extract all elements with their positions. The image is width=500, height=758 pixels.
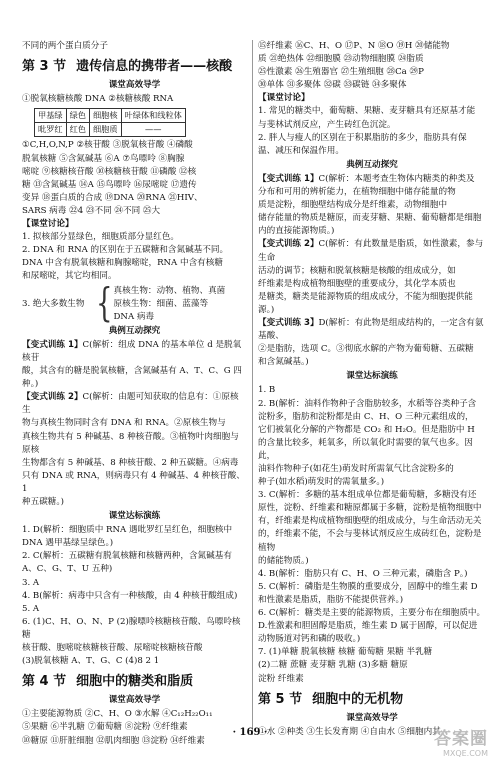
answer-line: ㉕性激素 ㉖生殖器官 ㉗生殖细胞 ㉘Ca ㉙P <box>258 67 424 78</box>
section-3-number: 第 3 节 <box>22 59 67 75</box>
exercise-line: 真核生物共有 5 种碱基、8 种核苷酸。③植物叶肉细胞与原核 <box>22 431 239 455</box>
answer-line: (2)二糖 蔗糖 麦芽糖 乳糖 (3)多糖 糖原 <box>258 660 408 671</box>
section-5-name: 细胞中的无机物 <box>312 691 404 707</box>
exercise-line: 纤维素是构成植物细胞壁的重要成分，其化学本质也 <box>258 278 456 289</box>
answer-line: 3. C(解析：多糖的基本组成单位都是葡萄糖，多糖没有还 <box>258 490 477 501</box>
section-3-name: 遗传信息的携带者——核酸 <box>76 59 233 75</box>
exercise-label: 【变式训练 1】 <box>22 339 83 350</box>
column-divider <box>252 40 253 735</box>
exercise-label: 【变式训练 2】 <box>22 392 83 403</box>
table-cell: —— <box>121 123 185 137</box>
answer-line: 淀粉多，脂肪和淀粉都是由 C、H、O 三种元素组成的， <box>258 411 474 422</box>
answer-line: 6. C(解析：糖类是主要的能源物质，主要分布在细胞质中。 <box>258 608 486 619</box>
answer-line: (3)脱氧核糖 A、T、G、C (4)8 2 1 <box>22 656 160 667</box>
answer-line: 有，纤维素是构成植物细胞壁的组成成分，与生命活动无关 <box>258 516 482 527</box>
answer-line: 动物肠道对钙和磷的吸收。) <box>258 634 361 645</box>
answer-line: 的含量比较多，耗氧多，所以氧化时需要的氧气也多。因此， <box>258 437 473 461</box>
exercise-line: 物与真核生物同时含有 DNA 和 RNA。②原核生物与 <box>22 418 226 429</box>
section-4-name: 细胞中的糖类和脂质 <box>76 674 194 690</box>
answer-line: ①主要能源物质 ②C、H、O ③水解 ④C₁₂H₂₂O₁₁ <box>22 709 213 720</box>
answer-line: ①脱氧核糖核酸 DNA ②核糖核酸 RNA <box>22 94 174 105</box>
answer-line: A、C、G、T、U 五种) <box>22 564 113 575</box>
answer-line: 3. A <box>22 577 40 588</box>
tree-branch: 原核生物：细菌、蓝藻等 <box>113 298 209 309</box>
answer-line: 6. (1)C、H、O、N、P (2)腺嘌呤核糖核苷酸、鸟嘌呤核糖 <box>22 616 241 640</box>
exercise-line <box>258 238 486 264</box>
answer-line: DNA 中含有脱氧核糖和胸腺嘧啶，RNA 中含有核糖 <box>22 258 223 269</box>
exercise-line: 和含氮碱基。) <box>258 357 309 368</box>
exercise-line: 种五碳糖。) <box>22 497 65 507</box>
discussion-heading: 【课堂讨论】 <box>258 93 310 104</box>
answer-line: 2. C(解析：五碳糖有脱氧核糖和核糖两种，含氮碱基有 <box>22 551 232 562</box>
exercise-line <box>258 173 486 186</box>
answer-line: 1. B <box>258 385 276 396</box>
answer-line: 质 ㉑绝热体 ㉒细胞膜 ㉓动物细胞膜 ㉔脂质 <box>258 54 424 65</box>
left-column <box>22 40 247 748</box>
right-column <box>258 40 486 739</box>
answer-line: 5. C(解析：磷脂是生物膜的重要成分，固醇中的维生素 D <box>258 581 478 592</box>
answer-line: ⑤果糖 ⑥半乳糖 ⑦葡萄糖 ⑧淀粉 ⑨纤维素 <box>22 722 188 733</box>
answer-line: 2. DNA 和 RNA 的区别在于五碳糖和含氮碱基不同。 <box>22 245 229 256</box>
answer-line: 1. 常见的糖类中，葡萄糖、果糖、麦芽糖具有还原基才能 <box>258 106 476 117</box>
answer-line: D.性激素和胆固醇是脂质，维生素 D 属于固醇，可以促进 <box>258 621 478 632</box>
section-5-title <box>258 691 486 709</box>
class-guide-heading: 课堂高效导学 <box>108 695 161 706</box>
watermark-logo: 答案圈 <box>434 729 488 749</box>
exercise-label: 【变式训练 3】 <box>258 317 319 328</box>
answer-line: 淀粉 纤维素 <box>258 673 304 684</box>
exercise-label: 【变式训练 1】 <box>258 173 319 184</box>
class-guide-heading: 课堂高效导学 <box>346 712 398 723</box>
table-cell: 叶绿体和线粒体 <box>121 109 185 123</box>
table-cell: 细胞核 <box>89 109 121 123</box>
exercise-line <box>22 339 247 365</box>
answer-line: ㉚单体 ㉛多聚体 ㉜碳 ㉝碳链 ㉞多聚体 <box>258 80 407 91</box>
answer-line: DNA 遇甲基绿呈绿色。) <box>22 538 114 549</box>
answer-line: 变异 ⑱蛋白质的合成 ⑲DNA ⑳RNA ㉑HIV、 <box>22 192 203 203</box>
answer-line: 的，纤维素不能，不会与斐林试剂反应生成砖红色，淀粉是植物 <box>258 529 482 553</box>
practice-heading: 课堂达标演练 <box>346 371 398 382</box>
table-cell: 细胞质 <box>89 123 121 137</box>
answer-line: 7. (1)单糖 脱氧核糖 核糖 葡萄糖 果糖 半乳糖 <box>258 647 433 658</box>
section-4-title <box>22 673 247 691</box>
exercise-line <box>258 317 486 343</box>
discussion-heading: 【课堂讨论】 <box>22 219 74 230</box>
exercise-line: 储存能量的物质是糖原，而麦芽糖、果糖、葡萄糖都是细胞 <box>258 213 482 224</box>
answer-line: 4. B(解析：病毒中只含有一种核酸，由 4 种核苷酸组成) <box>22 590 238 601</box>
answer-line: 2. 胖人与瘦人的区别在于积累脂肪的多少，脂肪具有保 <box>258 132 467 143</box>
exercise-line: 酸，其含有的糖是脱氧核糖，含氮碱基有 A、T、C、G 四种。) <box>22 366 242 390</box>
tree-branch: 真核生物：动物、植物、真菌 <box>113 285 226 296</box>
answer-line: ①水 ②种类 ③生长发育期 ④自由水 ⑤细胞内其 <box>258 726 441 737</box>
answer-line: ⑩糖原 ⑪肝脏细胞 ⑫肌肉细胞 ⑬淀粉 ⑭纤维素 <box>22 735 205 746</box>
table-cell: 绿色 <box>66 109 89 123</box>
reagent-table <box>34 108 186 137</box>
answer-line: 的储能物质。) <box>258 555 309 566</box>
answer-line: 核苷酸、胞嘧啶核糖核苷酸、尿嘧啶核糖核苷酸 <box>22 643 203 654</box>
practice-heading: 课堂达标演练 <box>108 511 161 522</box>
exercise-text: D(解析：有此物是组成结构的，一定含有氨基酸、 <box>258 317 484 342</box>
exercise-text: C(解析：由题可知获取的信息有：①原核生 <box>22 392 239 416</box>
exercise-line: 内的直接能源物质。) <box>258 226 335 237</box>
exercise-line <box>22 391 247 417</box>
tree-root-label: 3. 绝大多数生物 <box>22 298 85 309</box>
section-3-title <box>22 58 247 76</box>
exercise-text: C(解析：有此数量是脂质，如性激素，参与生命 <box>258 239 484 263</box>
answer-line: 油料作物种子(如花生)萌发时所需氧气比含淀粉多的 <box>258 464 454 474</box>
answer-line: 温、减压和保温作用。 <box>258 145 344 156</box>
exercise-line: 只有 DNA 或 RNA，则病毒只有 4 种碱基、4 种核苷酸、1 <box>22 470 245 494</box>
answer-line: 4. B(解析：脂肪只有 C、H、O 三种元素，磷脂含 P。) <box>258 568 468 579</box>
answer-line: 2. B(解析：油料作物种子含脂肪较多，水稻等谷类种子含 <box>258 398 477 409</box>
class-guide-heading: 课堂高效导学 <box>108 80 161 91</box>
table-cell: 红色 <box>66 123 89 137</box>
exercise-line: 生物都含有 5 种碱基、8 种核苷酸、2 种五碳糖。④病毒 <box>22 457 239 468</box>
answer-line: 1. D(解析：细胞质中 RNA 遇吡罗红呈红色，细胞核中 <box>22 525 233 536</box>
exercise-line: 活动的调节；核糖和脱氧核糖是核酸的组成成分，如 <box>258 265 456 276</box>
answer-line: 种子(如水稻)萌发时的需氧量多。) <box>258 477 385 488</box>
exercise-line: 质是淀粉，细胞壁结构成分是纤维素，动物细胞中 <box>258 200 448 211</box>
answer-line: 原性，淀粉、纤维素和糖原都属于多糖，淀粉是植物细胞中 <box>258 503 482 514</box>
answer-line: 它们被氧化分解的产物都是 CO₂ 和 H₂O。但是脂肪中 H <box>258 424 475 435</box>
organism-tree <box>22 281 247 327</box>
explore-heading: 典例互动探究 <box>346 159 398 170</box>
explore-heading: 典例互动探究 <box>108 325 161 336</box>
answer-line: 和性激素是脂质，脂肪不能提供营养。) <box>258 594 404 605</box>
exercise-text: C(解析：本题考查生物体内糖类的种类及 <box>318 173 475 184</box>
page-number: · 169 · <box>232 727 268 738</box>
brace-icon: { <box>96 281 113 327</box>
answer-line: 嘧啶 ⑨核糖核苷酸 ⑩核糖核苷酸 ⑪磷酸 ⑫核 <box>22 166 197 177</box>
exercise-text: C(解析：组成 DNA 的基本单位 d 是脱氧核苷 <box>22 339 242 363</box>
table-row <box>35 109 186 123</box>
section-5-number: 第 5 节 <box>258 691 303 707</box>
answer-line: 1. 拟核部分显绿色，细胞质部分显红色。 <box>22 232 180 243</box>
exercise-line: ②是脂肪，选项 C。③彻底水解的产物为葡萄糖、五碳糖 <box>258 344 474 355</box>
answer-line: ⑮纤维素 ⑯C、H、O ⑰P、N ⑱O ⑲H ⑳储能物 <box>258 41 450 51</box>
section-4-number: 第 4 节 <box>22 674 67 690</box>
answer-line: 糖 ⑬含氮碱基 ⑭A ⑮鸟嘌呤 ⑯尿嘧啶 ⑰遗传 <box>22 179 197 190</box>
tree-branches <box>114 285 226 324</box>
exercise-line: 是糖类，糖类是能源物质的组成成分，不能为细胞提供能源。) <box>258 291 473 315</box>
watermark-url: MXQE.COM <box>442 749 488 758</box>
answer-line: ①C,H,O,N,P ②核苷酸 ③脱氧核苷酸 ④磷酸 <box>22 140 193 151</box>
table-row <box>35 123 186 137</box>
table-cell: 甲基绿 <box>35 109 67 123</box>
exercise-line: 分布和可用的辨析能力，在植物细胞中储存能量的物 <box>258 187 456 198</box>
answer-line: 脱氧核糖 ⑤含氮碱基 ⑥A ⑦鸟嘌呤 ⑧胸腺 <box>22 153 185 164</box>
carryover-line: 不同的两个蛋白质分子 <box>22 41 108 51</box>
answer-line: 与斐林试剂反应，产生砖红色沉淀。 <box>258 119 396 130</box>
table-cell: 吡罗红 <box>35 123 67 137</box>
answer-line: 5. A <box>22 603 40 614</box>
answer-line: SARS 病毒 ㉒4 ㉓不同 ㉔不同 ㉕大 <box>22 205 161 216</box>
exercise-label: 【变式训练 2】 <box>258 239 319 250</box>
answer-line: 和尿嘧啶，其它均相同。 <box>22 271 117 282</box>
tree-branch: DNA 病毒 <box>113 311 155 322</box>
